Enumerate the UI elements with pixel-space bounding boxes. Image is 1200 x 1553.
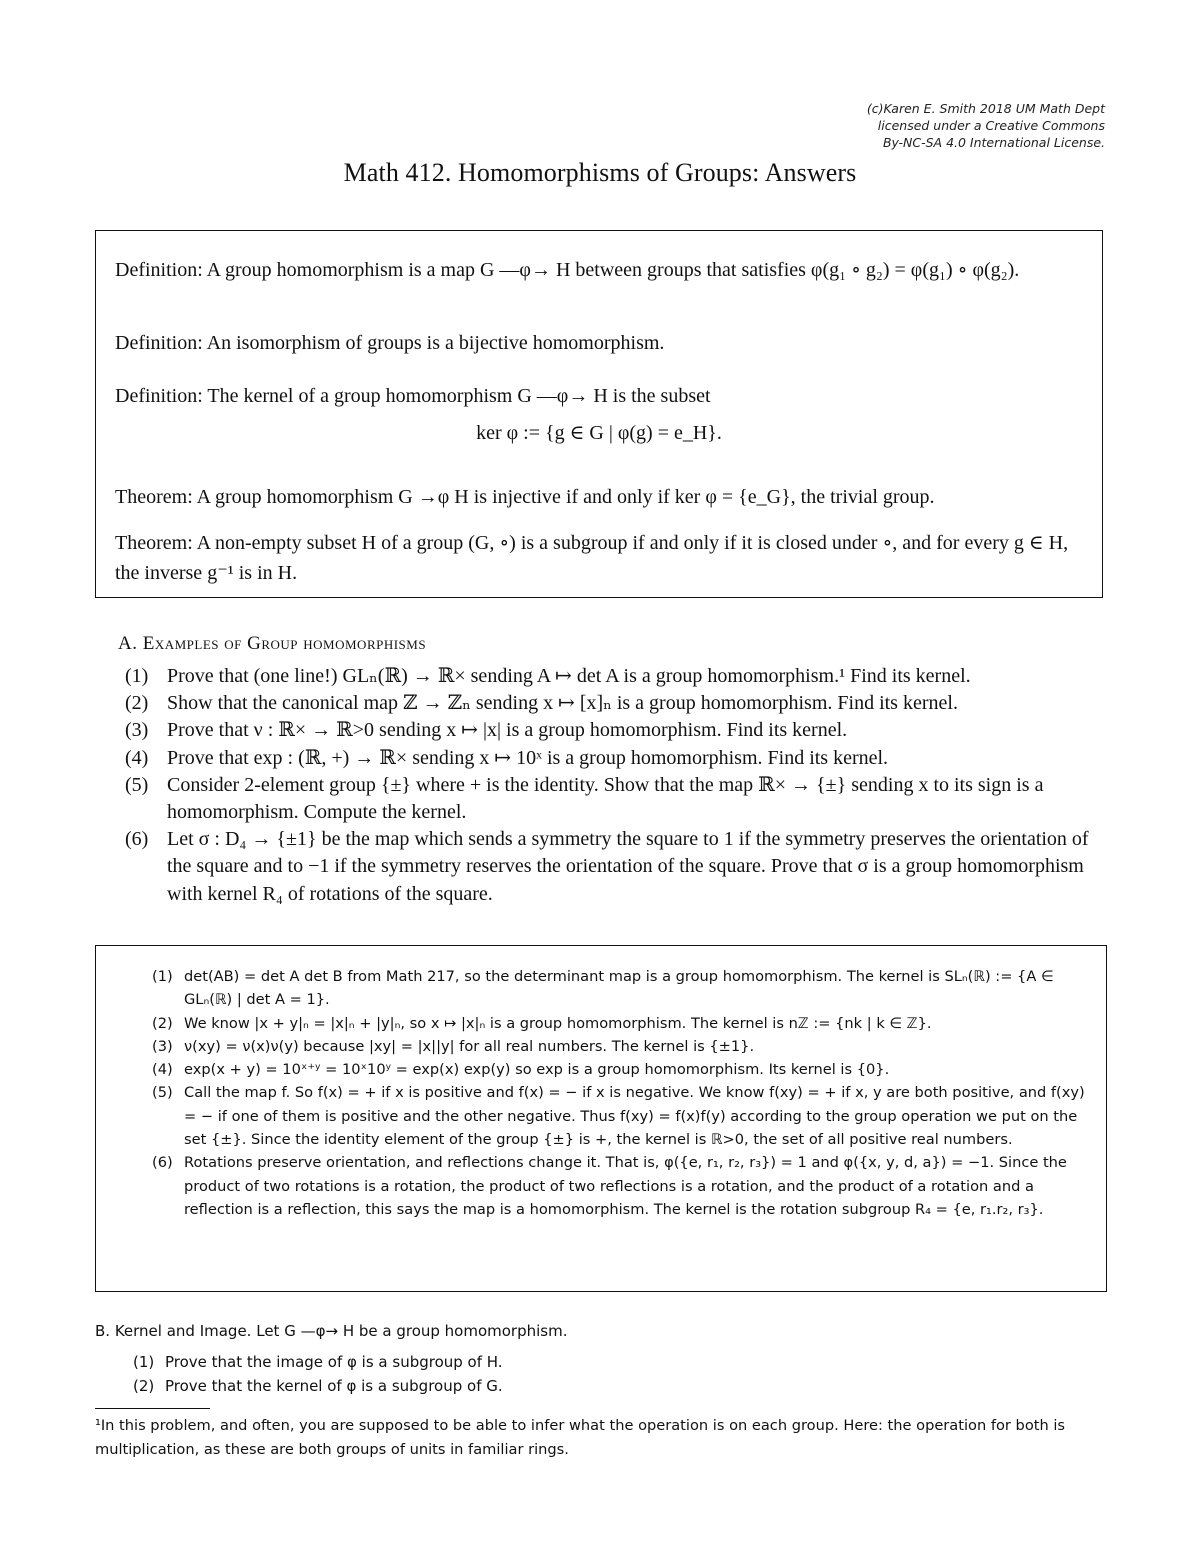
- item-number: (3): [125, 719, 149, 742]
- list-item: [125, 663, 1110, 690]
- item-number: (1): [133, 1353, 155, 1371]
- definition-isomorphism: Definition: An isomorphism of groups is a bijective homomorphism.: [115, 332, 665, 354]
- item-number: (5): [125, 773, 149, 796]
- kernel-display-formula: ker φ := {g ∈ G | φ(g) = e_H}.: [476, 422, 722, 444]
- item-number: (2): [125, 692, 149, 715]
- item-text: Call the map f. So f(x) = + if x is positive and f(x) = − if x is negative. We know f(xy) = + if x, y are both positive, and f(xy) = − if one of them is positive and the other negative. Thus f(xy) = f(x)f(y) according to the group operation we put on the set {±}. Since the identity element of the group {±} is +, the kernel is ℝ>0, the set of all positive real numbers.: [184, 1084, 1085, 1149]
- list-item: [133, 1350, 503, 1374]
- answer-item: [152, 1081, 1092, 1151]
- answers-list: [152, 965, 1092, 1221]
- item-text: Prove that (one line!) GLₙ(ℝ) → ℝ× sending A ↦ det A is a group homomorphism.¹ Find its kernel.: [167, 665, 971, 687]
- item-text: Let σ : D₄ → {±1} be the map which sends a symmetry the square to 1 if the symmetry preserves the orientation of the square and to −1 if the symmetry reserves the orientation of the square. Prove that σ is a group homomorphism with kernel R₄ of rotations of the square.: [167, 828, 1089, 905]
- theorem-subgroup: Theorem: A non-empty subset H of a group (G, ∘) is a subgroup if and only if it is closed under ∘, and for every g ∈ H, the inverse g⁻¹ is in H.: [115, 532, 1069, 584]
- item-number: (2): [152, 1014, 173, 1032]
- section-a-heading: A. Examples of Group homomorphisms: [118, 633, 427, 654]
- item-text: We know |x + y|ₙ = |x|ₙ + |y|ₙ, so x ↦ |x|ₙ is a group homomorphism. The kernel is nℤ := {nk | k ∈ ℤ}.: [184, 1014, 932, 1032]
- item-number: (6): [125, 828, 149, 851]
- list-item: [125, 690, 1110, 717]
- answer-item: [152, 1035, 1092, 1058]
- item-number: (4): [125, 746, 149, 769]
- license-line-1: (c)Karen E. Smith 2018 UM Math Dept: [866, 101, 1105, 116]
- section-a-list: [125, 663, 1110, 908]
- item-text: Prove that exp : (ℝ, +) → ℝ× sending x ↦ 10ˣ is a group homomorphism. Find its kernel.: [167, 746, 889, 769]
- item-text: Prove that the image of φ is a subgroup of H.: [165, 1353, 503, 1371]
- item-text: det(AB) = det A det B from Math 217, so the determinant map is a group homomorphism. The kernel is SLₙ(ℝ) := {A ∈ GLₙ(ℝ) | det A = 1}.: [184, 968, 1054, 1009]
- item-number: (6): [152, 1154, 173, 1172]
- license-line-3: By-NC-SA 4.0 International License.: [882, 135, 1105, 150]
- item-text: Prove that ν : ℝ× → ℝ>0 sending x ↦ |x| is a group homomorphism. Find its kernel.: [167, 719, 848, 742]
- section-b-heading: B. Kernel and Image. Let G —φ→ H be a group homomorphism.: [95, 1322, 568, 1340]
- theorem-injective: Theorem: A group homomorphism G →φ H is injective if and only if ker φ = {e_G}, the trivial group.: [115, 486, 935, 508]
- list-item: [125, 826, 1110, 908]
- answer-item: [152, 1012, 1092, 1035]
- footnote-rule: [95, 1408, 210, 1409]
- item-number: (2): [133, 1377, 155, 1395]
- item-number: (4): [152, 1061, 173, 1079]
- footnote: ¹In this problem, and often, you are supposed to be able to infer what the operation is on each group. Here: the operation for both is multiplication, as these are both groups of units in familiar rings.: [95, 1417, 1066, 1458]
- list-item: [133, 1374, 503, 1398]
- item-text: Show that the canonical map ℤ → ℤₙ sending x ↦ [x]ₙ is a group homomorphism. Find its kernel.: [167, 692, 958, 715]
- item-text: ν(xy) = ν(x)ν(y) because |xy| = |x||y| for all real numbers. The kernel is {±1}.: [184, 1037, 755, 1055]
- answer-item: [152, 965, 1092, 1012]
- item-number: (3): [152, 1037, 173, 1055]
- definition-kernel: Definition: The kernel of a group homomorphism G —φ→ H is the subset: [115, 385, 711, 407]
- answer-item: [152, 1151, 1092, 1221]
- definition-homomorphism: Definition: A group homomorphism is a map G —φ→ H between groups that satisfies φ(g₁ ∘ g₂) = φ(g₁) ∘ φ(g₂).: [115, 259, 1020, 281]
- item-number: (1): [152, 968, 173, 985]
- page-title: Math 412. Homomorphisms of Groups: Answers: [343, 158, 857, 187]
- answers-box: [95, 945, 1107, 1292]
- list-item: [125, 745, 1110, 772]
- list-item: [125, 772, 1110, 826]
- item-text: Rotations preserve orientation, and reflections change it. That is, φ({e, r₁, r₂, r₃}) = 1 and φ({x, y, d, a}) = −1. Since the product of two rotations is a rotation, the product of two reflections is a rotation, and the product of a rotation and a reflection is a reflection, this says the map is a homomorphism. The kernel is the rotation subgroup R₄ = {e, r₁.r₂, r₃}.: [184, 1154, 1067, 1218]
- item-text: exp(x + y) = 10ˣ⁺ʸ = 10ˣ10ʸ = exp(x) exp(y) so exp is a group homomorphism. Its kernel is {0}.: [184, 1061, 890, 1079]
- item-number: (1): [125, 665, 149, 687]
- item-text: Consider 2-element group {±} where + is the identity. Show that the map ℝ× → {±} sending x to its sign is a homomorphism. Compute the kernel.: [167, 773, 1044, 824]
- answer-item: [152, 1058, 1092, 1081]
- definitions-box: [95, 230, 1103, 598]
- item-text: Prove that the kernel of φ is a subgroup of G.: [165, 1377, 503, 1395]
- license-notice: [867, 100, 1105, 151]
- license-line-2: licensed under a Creative Commons: [877, 118, 1105, 133]
- item-number: (5): [152, 1084, 173, 1102]
- list-item: [125, 717, 1110, 744]
- section-b-list: [133, 1350, 503, 1398]
